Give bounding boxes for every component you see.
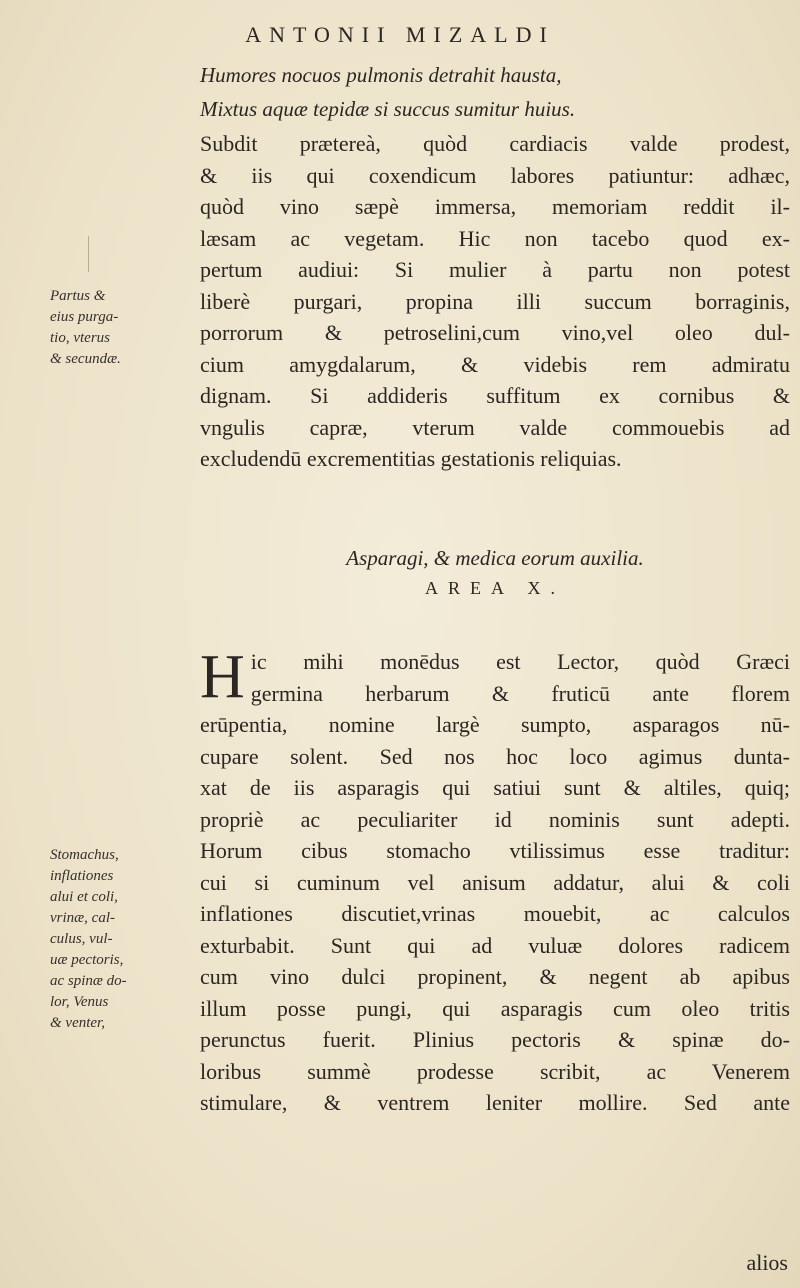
text-line: cium amygdalarum, & videbis rem admiratu	[200, 351, 790, 377]
verse-line-1: Humores nocuos pulmonis detrahit hausta,	[200, 63, 562, 87]
text-line: & iis qui coxendicum labores patiuntur: adhæc,	[200, 162, 790, 188]
drop-capital: H	[200, 643, 245, 711]
margin-note-line: Partus &	[50, 288, 106, 304]
text-line: Horum cibus stomacho vtilissimus esse traditur:	[200, 838, 790, 863]
margin-note-line: tio, vterus	[50, 330, 110, 346]
margin-note-line: & secundæ.	[50, 351, 121, 367]
margin-note-line: & venter,	[50, 1015, 105, 1031]
margin-note-line: inflationes	[50, 868, 114, 884]
text-line: perunctus fuerit. Plinius pectoris & spinæ do-	[200, 1027, 790, 1052]
running-head: ANTONII MIZALDI	[245, 22, 555, 47]
text-line: Subdit prætereà, quòd cardiacis valde prodest,	[200, 131, 790, 156]
text-line: cupare solent. Sed nos hoc loco agimus dunta-	[200, 743, 790, 769]
text-line: xat de iis asparagis qui satiui sunt & altiles, quiq;	[200, 775, 790, 800]
text-line: stimulare, & ventrem leniter mollire. Sed ante	[200, 1090, 790, 1115]
margin-note-line: vrinæ, cal-	[50, 910, 115, 926]
margin-note-line: Stomachus,	[50, 847, 119, 863]
section-heading: Asparagi, & medica eorum auxilia.	[346, 546, 644, 570]
text-line: dignam. Si addideris suffitum ex cornibus &	[200, 383, 790, 408]
margin-note-childbirth	[50, 286, 192, 370]
text-line: quòd vino sæpè immersa, memoriam reddit il-	[200, 194, 790, 219]
paragraph-borage	[200, 128, 790, 475]
catchword: alios	[746, 1250, 788, 1275]
margin-note-line: culus, vul-	[50, 931, 113, 947]
text-line: propriè ac peculiariter id nominis sunt adepti.	[200, 806, 790, 832]
paragraph-asparagus	[200, 643, 790, 1119]
margin-note-line: ac spinæ do-	[50, 973, 127, 989]
text-line: porrorum & petroselini,cum vino,vel oleo dul-	[200, 320, 790, 345]
margin-note-line: alui et coli,	[50, 889, 118, 905]
text-line: ic mihi monēdus est Lector, quòd Græci	[250, 649, 790, 674]
text-line: inflationes discutiet,vrinas mouebit, ac calculos	[200, 901, 790, 926]
text-line: læsam ac vegetam. Hic non tacebo quod ex-	[200, 225, 790, 251]
margin-note-stomach	[50, 845, 192, 1034]
text-line: illum posse pungi, qui asparagis cum oleo tritis	[200, 995, 790, 1021]
text-line: germina herbarum & fruticū ante florem	[250, 680, 790, 706]
text-line: exturbabit. Sunt qui ad vuluæ dolores radicem	[200, 932, 790, 958]
text-line: cum vino dulci propinent, & negent ab apibus	[200, 964, 790, 989]
text-line: cui si cuminum vel anisum addatur, alui & coli	[200, 869, 790, 895]
text-line: erūpentia, nomine largè sumpto, asparagos nū-	[200, 712, 790, 737]
text-line: loribus summè prodesse scribit, ac Venerem	[200, 1058, 790, 1084]
margin-note-line: eius purga-	[50, 309, 119, 325]
margin-note-line: lor, Venus	[50, 994, 109, 1010]
text-line: liberè purgari, propina illi succum borraginis,	[200, 288, 790, 314]
margin-rule	[88, 236, 89, 272]
text-line: excludendū excrementitias gestationis reliquias.	[200, 446, 622, 471]
margin-note-line: uæ pectoris,	[50, 952, 124, 968]
section-subheading: AREA X.	[424, 578, 565, 598]
text-line: pertum audiui: Si mulier à partu non potest	[200, 257, 790, 282]
text-line: vngulis capræ, vterum valde commouebis ad	[200, 414, 790, 440]
verse-line-2: Mixtus aquæ tepidæ si succus sumitur huius.	[200, 97, 576, 121]
